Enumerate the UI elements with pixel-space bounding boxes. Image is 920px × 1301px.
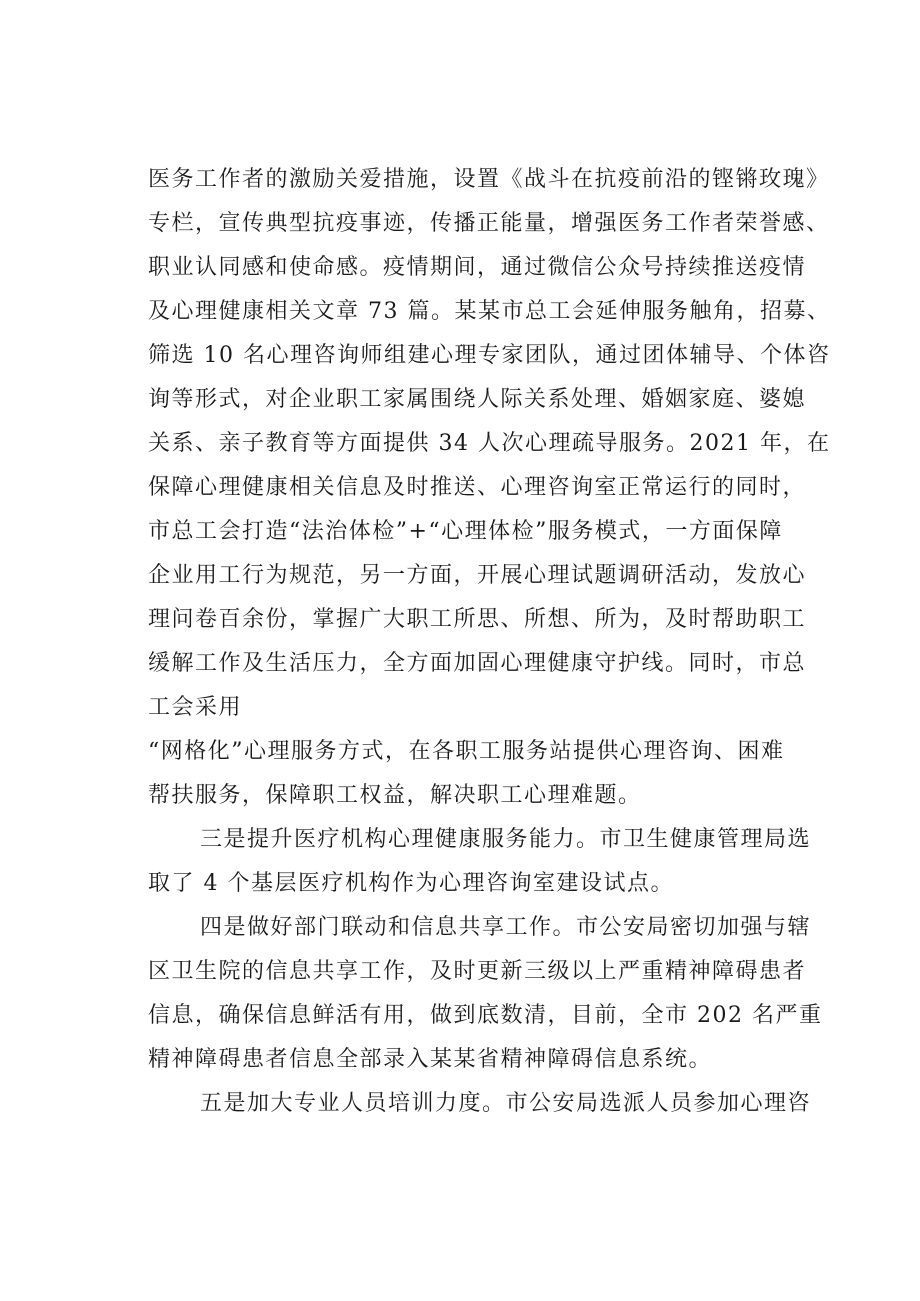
text-line: 取了 4 个基层医疗机构作为心理咨询室建设试点。 (148, 871, 674, 896)
text-line: 职业认同感和使命感。疫情期间，通过微信公众号持续推送疫情 (148, 255, 807, 280)
text-line: 询等形式，对企业职工家属围绕人际关系处理、婚姻家庭、婆媳 (148, 387, 807, 412)
text-line: 信息，确保信息鲜活有用，做到底数清，目前，全市 202 名严重 (148, 1003, 823, 1028)
text-line: 区卫生院的信息共享工作，及时更新三级以上严重精神障碍患者 (148, 959, 807, 984)
text-line: 企业用工行为规范，另一方面，开展心理试题调研活动，发放心 (148, 563, 807, 588)
text-line: 精神障碍患者信息全部录入某某省精神障碍信息系统。 (148, 1047, 713, 1072)
text-line: 专栏，宣传典型抗疫事迹，传播正能量，增强医务工作者荣誉感、 (148, 211, 830, 236)
text-line: 市总工会打造“法治体检”+“心理体检”服务模式，一方面保障 (148, 519, 783, 544)
text-line: “网格化”心理服务方式，在各职工服务站提供心理咨询、困难 (148, 739, 785, 764)
text-line: 及心理健康相关文章 73 篇。某某市总工会延伸服务触角，招募、 (148, 299, 831, 324)
text-line: 帮扶服务，保障职工权益，解决职工心理难题。 (148, 783, 642, 808)
text-line: 筛选 10 名心理咨询师组建心理专家团队，通过团体辅导、个体咨 (148, 343, 831, 368)
text-line: 关系、亲子教育等方面提供 34 人次心理疏导服务。2021 年，在 (148, 431, 831, 456)
paragraph-start-line: 四是做好部门联动和信息共享工作。市公安局密切加强与辖 (200, 915, 812, 940)
text-line: 缓解工作及生活压力，全方面加固心理健康守护线。同时，市总 (148, 651, 807, 676)
text-line: 工会采用 (148, 695, 243, 720)
text-line: 保障心理健康相关信息及时推送、心理咨询室正常运行的同时， (148, 475, 807, 500)
paragraph-start-line: 五是加大专业人员培训力度。市公安局选派人员参加心理咨 (200, 1091, 812, 1116)
text-line: 理问卷百余份，掌握广大职工所思、所想、所为，及时帮助职工 (148, 607, 807, 632)
paragraph-start-line: 三是提升医疗机构心理健康服务能力。市卫生健康管理局选 (200, 827, 812, 852)
text-line: 医务工作者的激励关爱措施，设置《战斗在抗疫前沿的铿锵玫瑰》 (148, 167, 830, 192)
